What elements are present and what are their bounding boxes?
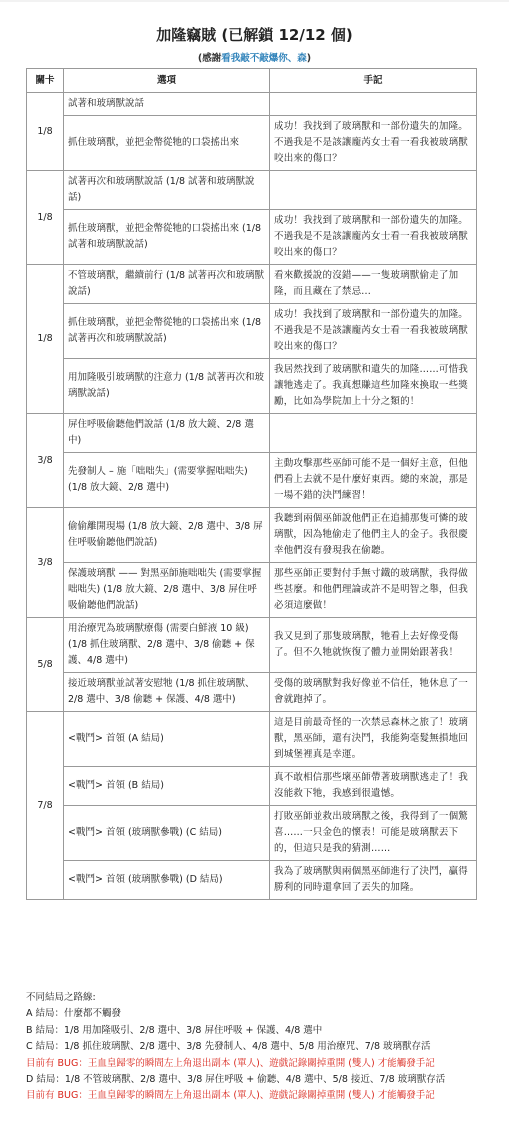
header-note: 手記 xyxy=(270,69,477,93)
note-cell: 我為了玻璃獸與兩個黑巫師進行了決鬥，贏得勝利的同時還拿回了丟失的加隆。 xyxy=(270,861,477,900)
chapter-cell: 3/8 xyxy=(27,508,64,618)
chapter-cell: 1/8 xyxy=(27,171,64,265)
note-cell: 主動攻擊那些巫師可能不是一個好主意，但他們看上去就不是什麼好東西。總的來說，那是一場不錯的決鬥練習！ xyxy=(270,453,477,508)
ending-line-b: B 結局：1/8 用加隆吸引、2/8 選中、3/8 屏住呼吸 + 保護、4/8 選中 xyxy=(26,1024,323,1036)
thanks-prefix: (感謝 xyxy=(197,53,222,64)
ending-line-d: D 結局：1/8 不管玻璃獸、2/8 選中、3/8 屏住呼吸 + 偷聽、4/8 選中、5/8 接近、7/8 玻璃獸存活 xyxy=(26,1074,446,1086)
table-row xyxy=(27,453,477,508)
option-cell: 保護玻璃獸 —— 對黑巫師施咄咄失 (需要掌握咄咄失) (1/8 放大鏡、2/8 選中、3/8 屏住呼吸偷聽他們說話) xyxy=(64,563,270,618)
option-cell: <戰鬥> 首領 (A 結局) xyxy=(64,712,270,767)
option-cell: <戰鬥> 首領 (玻璃獸參戰) (D 結局) xyxy=(64,861,270,900)
option-cell: 屏住呼吸偷聽他們說話 (1/8 放大鏡、2/8 選中) xyxy=(64,414,270,453)
note-cell: 成功！我找到了玻璃獸和一部份遺失的加隆。不過我是不是該讓龐芮女士看一看我被玻璃獸咬出來的傷口？ xyxy=(270,210,477,265)
note-cell xyxy=(270,414,477,453)
option-cell: 抓住玻璃獸，並把金幣從牠的口袋搖出來 xyxy=(64,116,270,171)
note-cell: 成功！我找到了玻璃獸和一部份遺失的加隆。不過我是不是該讓龐芮女士看一看我被玻璃獸咬出來的傷口？ xyxy=(270,116,477,171)
option-cell: <戰鬥> 首領 (玻璃獸參戰) (C 結局) xyxy=(64,806,270,861)
option-cell: 抓住玻璃獸，並把金幣從牠的口袋搖出來 (1/8 試著再次和玻璃獸說話) xyxy=(64,304,270,359)
chapter-cell: 7/8 xyxy=(27,712,64,900)
bug-note-c: 目前有 BUG：王血皇歸零的瞬間左上角退出副本 (單人)、遊戲記錄關掉重開 (雙人) 才能觸發手記 xyxy=(26,1057,435,1069)
option-cell: 不管玻璃獸，繼續前行 (1/8 試著再次和玻璃獸說話) xyxy=(64,265,270,304)
chapter-cell: 1/8 xyxy=(27,93,64,171)
option-cell: 接近玻璃獸並試著安慰牠 (1/8 抓住玻璃獸、2/8 選中、3/8 偷聽 + 保護、4/8 選中) xyxy=(64,673,270,712)
endings-heading: 不同結局之路線: xyxy=(26,992,96,1003)
note-cell xyxy=(270,171,477,210)
bug-note-d: 目前有 BUG：王血皇歸零的瞬間左上角退出副本 (單人)、遊戲記錄關掉重開 (雙人) 才能觸發手記 xyxy=(26,1090,435,1102)
chapter-cell: 3/8 xyxy=(27,414,64,508)
option-cell: 用加隆吸引玻璃獸的注意力 (1/8 試著再次和玻璃獸說話) xyxy=(64,359,270,414)
note-cell xyxy=(270,93,477,116)
note-cell: 我居然找到了玻璃獸和遺失的加隆……可惜我讓牠逃走了。我真想賺這些加隆來換取一些獎勵，比如為學院加上十分之類的！ xyxy=(270,359,477,414)
table-row xyxy=(27,861,477,900)
table-row xyxy=(27,508,477,563)
page-title: 加隆竊賊 (已解鎖 12/12 個) xyxy=(156,26,353,44)
table-row xyxy=(27,767,477,806)
table-row xyxy=(27,210,477,265)
ending-line-a: A 結局：什麼都不觸發 xyxy=(26,1008,122,1020)
header-chapter: 關卡 xyxy=(27,69,64,93)
note-cell: 真不敢相信那些壞巫師帶著玻璃獸逃走了！我沒能救下牠，我感到很遺憾。 xyxy=(270,767,477,806)
table-row xyxy=(27,304,477,359)
table-row xyxy=(27,673,477,712)
table-row xyxy=(27,116,477,171)
thanks-suffix: ) xyxy=(306,53,312,64)
table-row xyxy=(27,563,477,618)
note-cell: 我聽到兩個巫師說他們正在追捕那隻可憐的玻璃獸，因為牠偷走了他們主人的金子。我很慶幸他們沒有發現我在偷聽。 xyxy=(270,508,477,563)
table-row xyxy=(27,93,477,116)
table-row xyxy=(27,359,477,414)
table-row xyxy=(27,171,477,210)
endings-section xyxy=(26,990,496,1105)
note-cell: 看來歡援說的沒錯——一隻玻璃獸偷走了加隆，而且藏在了禁忌... xyxy=(270,265,477,304)
chapter-cell: 5/8 xyxy=(27,618,64,712)
option-cell: 偷偷離開現場 (1/8 放大鏡、2/8 選中、3/8 屏住呼吸偷聽他們說話) xyxy=(64,508,270,563)
table-row xyxy=(27,265,477,304)
option-cell: 抓住玻璃獸，並把金幣從牠的口袋搖出來 (1/8 試著和玻璃獸說話) xyxy=(64,210,270,265)
table-row xyxy=(27,618,477,673)
table-header-row xyxy=(27,69,477,93)
thanks-line xyxy=(0,50,509,64)
option-cell: 試著和玻璃獸說話 xyxy=(64,93,270,116)
thanks-names-link[interactable]: 看我敲不敲爆你、森 xyxy=(221,53,307,64)
table-row xyxy=(27,712,477,767)
option-cell: 試著再次和玻璃獸說話 (1/8 試著和玻璃獸說話) xyxy=(64,171,270,210)
option-cell: 先發制人 – 施「咄咄失」(需要掌握咄咄失) (1/8 放大鏡、2/8 選中) xyxy=(64,453,270,508)
ending-line-c: C 結局：1/8 抓住玻璃獸、2/8 選中、3/8 先發制人、4/8 選中、5/8 用治療咒、7/8 玻璃獸存活 xyxy=(26,1041,431,1053)
note-cell: 這是目前最奇怪的一次禁忌森林之旅了！玻璃獸，黑巫師，還有決鬥，我能夠毫髮無損地回到城堡裡真是幸運。 xyxy=(270,712,477,767)
option-cell: <戰鬥> 首領 (B 結局) xyxy=(64,767,270,806)
note-cell: 我又見到了那隻玻璃獸，牠看上去好像受傷了。但不久牠就恢復了體力並開始跟著我！ xyxy=(270,618,477,673)
quest-table xyxy=(26,68,477,900)
chapter-cell: 1/8 xyxy=(27,265,64,414)
table-row xyxy=(27,414,477,453)
top-divider xyxy=(0,0,509,2)
note-cell: 打敗巫師並救出玻璃獸之後，我得到了一個驚喜……一只金色的懷表！可能是玻璃獸丟下的，但這只是我的猜測…… xyxy=(270,806,477,861)
note-cell: 受傷的玻璃獸對我好像並不信任，牠休息了一會就跑掉了。 xyxy=(270,673,477,712)
table-row xyxy=(27,806,477,861)
option-cell: 用治療咒為玻璃獸療傷 (需要白鮮液 10 級) (1/8 抓住玻璃獸、2/8 選中、3/8 偷聽 + 保護、4/8 選中) xyxy=(64,618,270,673)
header-option: 選項 xyxy=(64,69,270,93)
note-cell: 那些巫師正要對付手無寸鐵的玻璃獸，我得做些甚麼。和他們理論或許不是明智之舉，但我必須這麼做！ xyxy=(270,563,477,618)
note-cell: 成功！我找到了玻璃獸和一部份遺失的加隆。不過我是不是該讓龐芮女士看一看我被玻璃獸咬出來的傷口？ xyxy=(270,304,477,359)
